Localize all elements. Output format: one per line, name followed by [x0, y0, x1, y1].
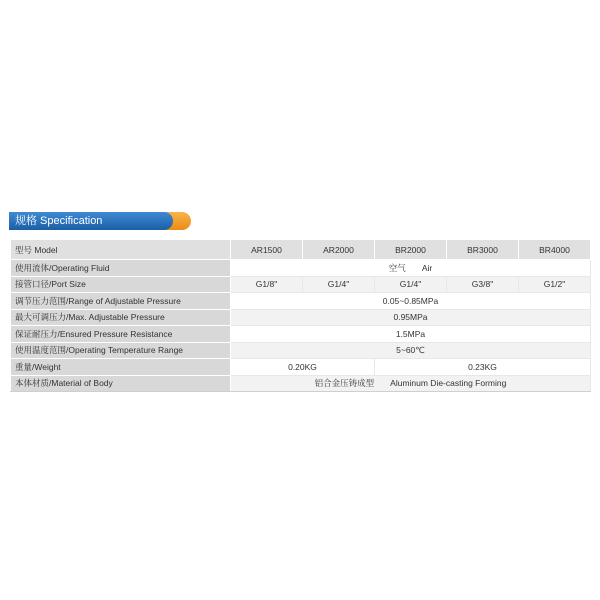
banner-title: 规格 Specification — [9, 212, 173, 230]
model-cell: BR2000 — [375, 240, 447, 260]
row-label: 本体材质/Material of Body — [11, 375, 231, 392]
material-value — [231, 375, 591, 392]
port-value: G3/8" — [447, 276, 519, 293]
material-value-cn: 铝合金压铸成型 — [314, 378, 375, 389]
port-value: G1/8" — [231, 276, 303, 293]
table-row-weight — [11, 359, 591, 376]
ensured-value: 1.5MPa — [231, 326, 591, 343]
specification-banner — [9, 212, 183, 230]
material-value-en: Aluminum Die-casting Forming — [390, 378, 507, 389]
table-row-max — [11, 309, 591, 326]
row-label: 调节压力范围/Range of Adjustable Pressure — [11, 293, 231, 310]
fluid-value-en: Air — [421, 262, 433, 273]
table-header-row — [11, 240, 591, 260]
row-label: 使用流体/Operating Fluid — [11, 260, 231, 277]
model-cell: AR1500 — [231, 240, 303, 260]
header-label: 型号 Model — [11, 240, 231, 260]
table-row-material — [11, 375, 591, 392]
port-value: G1/2" — [519, 276, 591, 293]
table-row-range — [11, 293, 591, 310]
model-cell: AR2000 — [303, 240, 375, 260]
model-cell: BR3000 — [447, 240, 519, 260]
fluid-value — [231, 260, 591, 277]
row-label: 保证耐压力/Ensured Pressure Resistance — [11, 326, 231, 343]
row-label: 最大可调压力/Max. Adjustable Pressure — [11, 309, 231, 326]
table-row-port — [11, 276, 591, 293]
model-cell: BR4000 — [519, 240, 591, 260]
fluid-value-cn: 空气 — [388, 262, 406, 273]
weight-value: 0.23KG — [375, 359, 591, 376]
weight-value: 0.20KG — [231, 359, 375, 376]
table-row-ensured — [11, 326, 591, 343]
row-label: 重量/Weight — [11, 359, 231, 376]
row-label: 使用温度范围/Operating Temperature Range — [11, 342, 231, 359]
row-label: 接管口径/Port Size — [11, 276, 231, 293]
table-row-temp — [11, 342, 591, 359]
max-value: 0.95MPa — [231, 309, 591, 326]
specification-table — [10, 239, 591, 392]
port-value: G1/4" — [303, 276, 375, 293]
temp-value: 5~60℃ — [231, 342, 591, 359]
port-value: G1/4" — [375, 276, 447, 293]
range-value: 0.05~0.85MPa — [231, 293, 591, 310]
table-row-fluid — [11, 260, 591, 277]
